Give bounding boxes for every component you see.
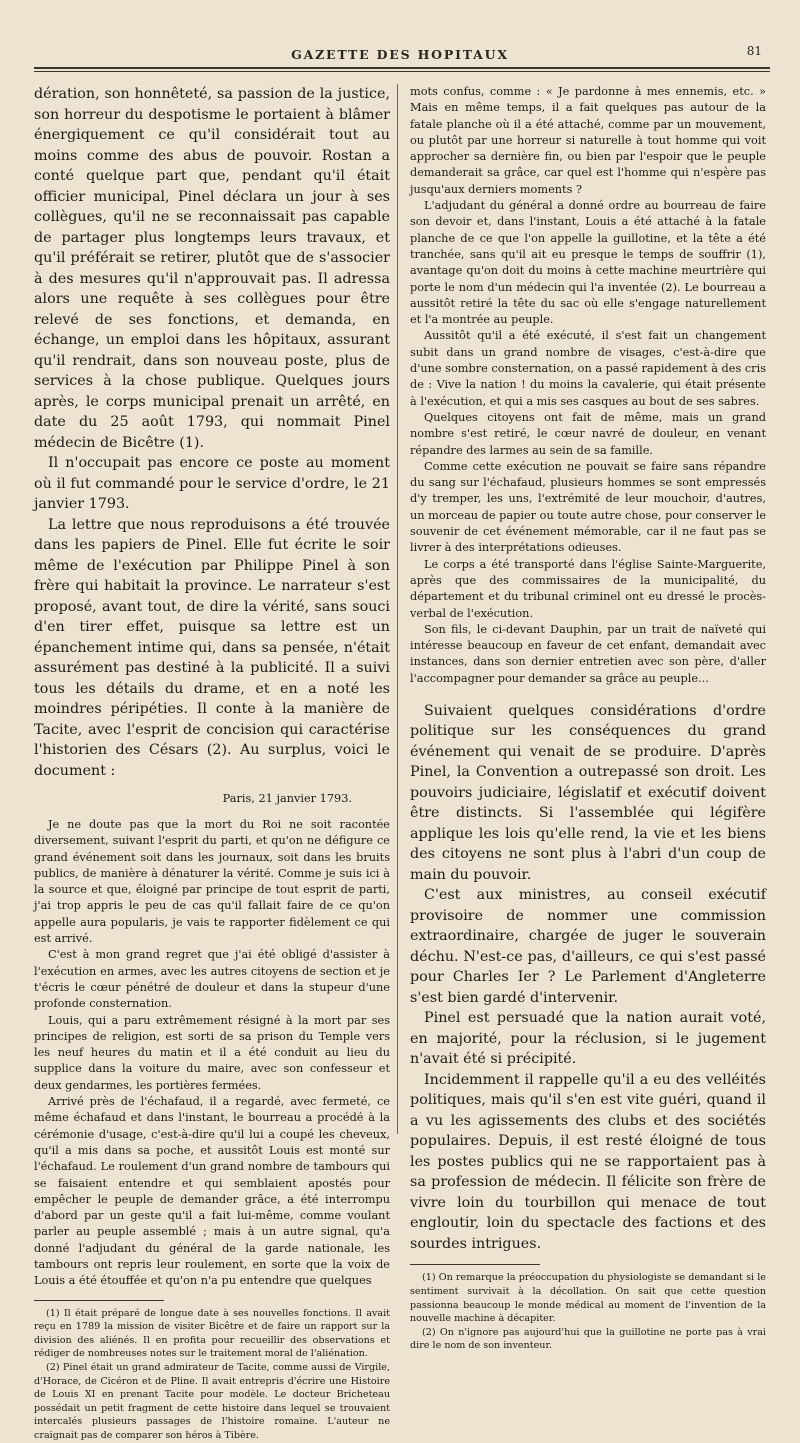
- letter-paragraph: Le corps a été transporté dans l'église Sainte-Marguerite, après que des commissaires de la municipalité, du département et du tribunal criminel ont eu dressé le procès-verbal de l'exécution.: [410, 557, 766, 620]
- running-header: GAZETTE DES HOPITAUX: [291, 47, 509, 62]
- right-column: [410, 84, 766, 1353]
- letter-paragraph: Son fils, le ci-devant Dauphin, par un trait de naïveté qui intéresse beaucoup en faveur de cet enfant, demandait avec instances, dans son dernier entretien avec son père, d'aller l'accompagner pour demander sa grâce au peuple...: [410, 622, 766, 685]
- paragraph: dération, son honnêteté, sa passion de la justice, son horreur du despotisme le portaient à blâmer énergiquement ce qu'il considérait tout au moins comme des abus de pouvoir. Rostan a conté quelque part que, pendant qu'il était officier municipal, Pinel déclara un jour à ses collègues, qu'il ne se reconnaissait pas capable de partager plus longtemps leurs travaux, et qu'il préférait se retirer, plutôt que de s'associer à des mesures qu'il n'approuvait pas. Il adressa alors une requête à ses collègues pour être relevé de ses fonctions, et demanda, en échange, un emploi dans les hôpitaux, assurant qu'il rendrait, dans son nouveau poste, plus de services à la chose publique. Quelques jours après, le corps municipal prenait un arrêté, en date du 25 août 1793, qui nommait Pinel médecin de Bicêtre (1).: [34, 86, 390, 451]
- header-rule-thin: [34, 71, 770, 72]
- footnote-rule: [410, 1264, 540, 1265]
- footnote: (2) On n'ignore pas aujourd'hui que la guillotine ne porte pas à vrai dire le nom de son inventeur.: [410, 1326, 766, 1352]
- paragraph: La lettre que nous reproduisons a été trouvée dans les papiers de Pinel. Elle fut écrite le soir même de l'exécution par Philippe Pinel à son frère qui habitait la province. Le narrateur s'est proposé, avant tout, de dire la vérité, sans souci d'en tirer effet, puisque sa lettre est un épanchement intime qui, dans sa pensée, n'était assurément pas destiné à la publicité. Il a suivi tous les détails du drame, et en a noté les moindres péripéties. Il conte à la manière de Tacite, avec l'esprit de concision qui caractérise l'historien des Césars (2). Au surplus, voici le document :: [34, 516, 390, 779]
- letter-paragraph: mots confus, comme : « Je pardonne à mes ennemis, etc. » Mais en même temps, il a fait quelques pas autour de la fatale planche où il a été attaché, comme par un mouvement, ou plutôt par une horreur si naturelle à tout homme qui voit approcher sa dernière fin, ou bien par l'espoir que le peuple demanderait sa grâce, car quel est l'homme qui n'espère pas jusqu'aux derniers moments ?: [410, 85, 766, 196]
- footnote: (1) On remarque la préoccupation du physiologiste se demandant si le sentiment survivait à la décollation. On sait que cette question passionna beaucoup le monde médical au moment de l'invention de la nouvelle machine à décapiter.: [410, 1272, 766, 1325]
- page-number: 81: [746, 44, 762, 58]
- letter-paragraph: Comme cette exécution ne pouvait se faire sans répandre du sang sur l'échafaud, plusieurs hommes se sont empressés d'y tremper, les uns, l'extrémité de leur mouchoir, d'autres, un morceau de papier ou toute autre chose, pour conserver le souvenir de cet événement mémorable, car il ne faut pas se livrer à des interprétations odieuses.: [410, 459, 767, 555]
- paragraph: Suivaient quelques considérations d'ordre politique sur les conséquences du grand événement qui venait de se produire. D'après Pinel, la Convention a outrepassé son droit. Les pouvoirs judiciaire, législatif et exécutif doivent être distincts. Si l'assemblée qui légifère applique les lois qu'elle rend, la vie et les biens des citoyens ne sont plus à l'abri d'un coup de main du pouvoir.: [410, 702, 766, 883]
- paragraph: Pinel est persuadé que la nation aurait voté, en majorité, pour la réclusion, si le jugement n'avait été si précipité.: [410, 1010, 766, 1068]
- letter-paragraph: Quelques citoyens ont fait de même, mais un grand nombre s'est retiré, le cœur navré de douleur, en venant répandre des larmes au sein de sa famille.: [410, 410, 766, 457]
- letter-paragraph: Arrivé près de l'échafaud, il a regardé, avec fermeté, ce même échafaud et dans l'instant, le bourreau a procédé à la cérémonie d'usage, c'est-à-dire qu'il lui a coupé les cheveux, qu'il a mis dans sa poche, et aussitôt Louis est monté sur l'échafaud. Le roulement d'un grand nombre de tambours qui se faisaient entendre et qui semblaient apostés pour empêcher le peuple de demander grâce, a été interrompu d'abord par un geste qu'il a fait lui-même, comme voulant parler au peuple assemblé ; mais à un autre signal, qu'a donné l'adjudant du général de la garde nationale, les tambours ont repris leur roulement, en sorte que la voix de Louis a été étouffée et qu'on n'a pu entendre que quelques: [34, 1095, 390, 1288]
- header-rule: [34, 67, 770, 69]
- column-divider: [397, 84, 398, 1134]
- paragraph: Incidemment il rappelle qu'il a eu des velléités politiques, mais qu'il s'en est vite guéri, quand il a vu les agissements des clubs et des sociétés populaires. Depuis, il est resté éloigné de tous les postes publics qui ne se rapportaient pas à sa profession de médecin. Il félicite son frère de vivre loin du tourbillon qui menace de tout engloutir, loin du spectacle des factions et des sourdes intrigues.: [410, 1071, 766, 1252]
- footnote: (1) Il était préparé de longue date à ses nouvelles fonctions. Il avait reçu en 1789 la mission de visiter Bicêtre et de faire un rapport sur la division des aliénés. Il en profita pour recueillir des observations et rédiger de nombreuses notes sur le traitement moral de l'aliénation.: [34, 1307, 390, 1360]
- paragraph: Il n'occupait pas encore ce poste au moment où il fut commandé pour le service d'ordre, le 21 janvier 1793.: [34, 455, 390, 512]
- footnote-rule: [34, 1300, 164, 1301]
- paragraph: C'est aux ministres, au conseil exécutif provisoire de nommer une commission extraordinaire, chargée de juger le souverain déchu. N'est-ce pas, d'ailleurs, ce qui s'est passé pour Charles Ier ? Le Parlement d'Angleterre s'est bien gardé d'intervenir.: [410, 887, 766, 1006]
- letter-dateline: Paris, 21 janvier 1793.: [222, 792, 352, 805]
- letter-paragraph: Louis, qui a paru extrêmement résigné à la mort par ses principes de religion, est sorti de sa prison du Temple vers les neuf heures du matin et il a été conduit au lieu du supplice dans la voiture du maire, avec son confesseur et deux gendarmes, les portières fermées.: [34, 1013, 390, 1092]
- letter-paragraph: Aussitôt qu'il a été exécuté, il s'est fait un changement subit dans un grand nombre de visages, c'est-à-dire que d'une sombre consternation, on a passé rapidement à des cris de : Vive la nation ! du moins la cavalerie, qui était présente à l'exécution, et qui a mis ses casques au bout de ses sabres.: [410, 329, 766, 408]
- letter-paragraph: Je ne doute pas que la mort du Roi ne soit racontée diversement, suivant l'esprit du parti, et qu'on ne défigure ce grand événement soit dans les journaux, soit dans les bruits publics, de manière à dénaturer la vérité. Comme je suis ici à la source et que, éloigné par principe de tout esprit de parti, j'ai trop appris le peu de cas qu'il fallait faire de ce qu'on appelle aura popularis, je vais te rapporter fidèlement ce qui est arrivé.: [34, 818, 390, 946]
- left-column: [34, 84, 390, 1443]
- letter-paragraph: L'adjudant du général a donné ordre au bourreau de faire son devoir et, dans l'instant, Louis a été attaché à la fatale planche de ce que l'on appelle la guillotine, et la tête a été tranchée, sans qu'il ait eu presque le temps de souffrir (1), avantage qu'on doit du moins à cette machine meurtrière qui porte le nom d'un médecin qui l'a inventée (2). Le bourreau a aussitôt retiré la tête du sac où elle s'engage naturellement et l'a montrée au peuple.: [410, 199, 766, 327]
- footnote: (2) Pinel était un grand admirateur de Tacite, comme aussi de Virgile, d'Horace, de Cicéron et de Pline. Il avait entrepris d'écrire une Histoire de Louis XI en prenant Tacite pour modèle. Le docteur Bricheteau possédait un petit fragment de cette histoire dans lequel se trouvaient intercalés plusieurs passages de l'histoire romaine. L'auteur ne craignait pas de comparer son héros à Tibère.: [34, 1361, 390, 1441]
- section-gap: [410, 687, 766, 701]
- letter-paragraph: C'est à mon grand regret que j'ai été obligé d'assister à l'exécution en armes, avec les autres citoyens de section et je t'écris le cœur pénétré de douleur et dans la stupeur d'une profonde consternation.: [34, 948, 390, 1011]
